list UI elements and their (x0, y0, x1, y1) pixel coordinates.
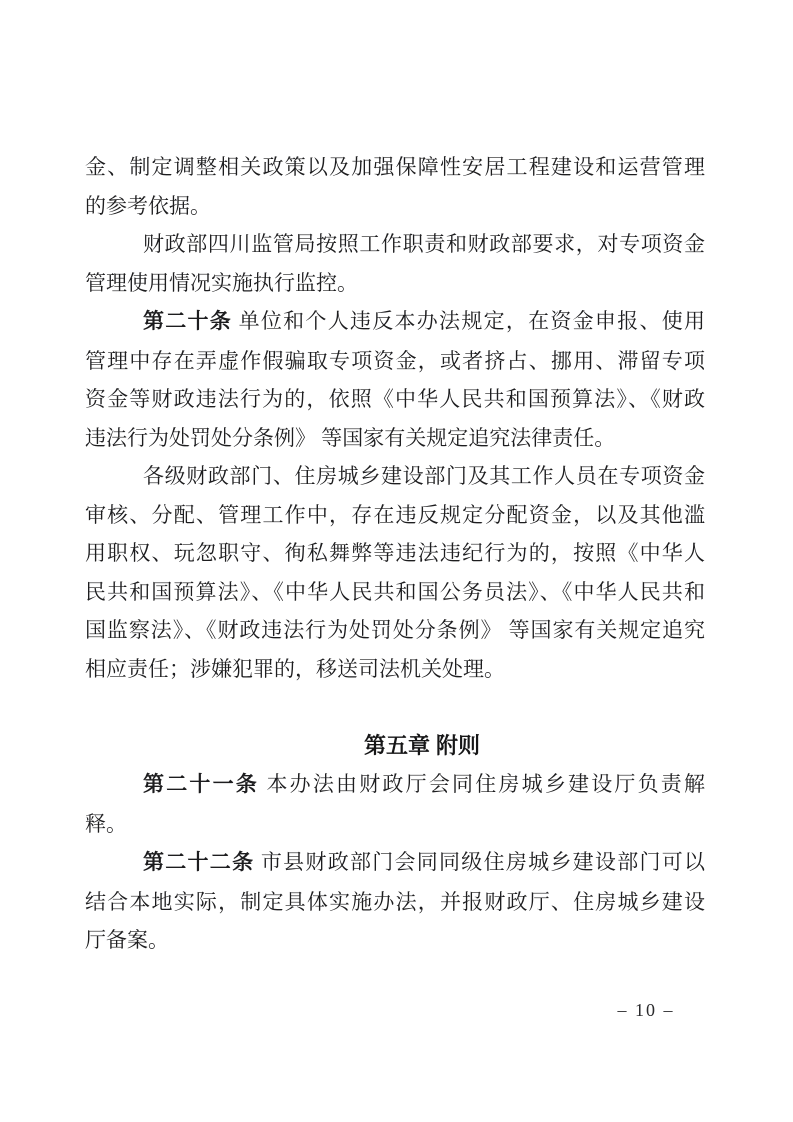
line-text: 管理中存在弄虚作假骗取专项资金，或者挤占、挪用、滞留专项 (85, 348, 705, 373)
line-text: 各级财政部门、住房城乡建设部门及其工作人员在专项资金 (143, 464, 705, 488)
line-text: 国监察法》、《财政违法行为处罚处分条例》 等国家有关规定追究 (85, 618, 705, 642)
line-text: 的参考依据。 (85, 193, 211, 218)
text-line (85, 496, 705, 535)
line-text: 管理使用情况实施执行监控。 (85, 270, 358, 295)
line-text: 市县财政部门会同同级住房城乡建设部门可以 (254, 850, 706, 874)
text-line (85, 302, 705, 342)
document-body (85, 148, 705, 960)
text-line (85, 765, 705, 805)
line-text: 财政部四川监管局按照工作职责和财政部要求，对专项资金 (143, 232, 705, 256)
text-line (85, 883, 705, 922)
line-text: 审核、分配、管理工作中，存在违反规定分配资金，以及其他滥 (85, 502, 705, 527)
line-text: 本办法由财政厅会同住房城乡建设厅负责解 (259, 772, 706, 796)
line-text: 相应责任；涉嫌犯罪的，移送司法机关处理。 (85, 656, 505, 681)
line-text: 释。 (85, 811, 127, 836)
line-text: 民共和国预算法》、《中华人民共和国公务员法》、《中华人民共和 (85, 579, 705, 604)
text-line (85, 380, 705, 419)
line-text: 结合本地实际，制定具体实施办法，并报财政厅、住房城乡建设 (85, 889, 705, 914)
page-number: – 10 – (617, 1000, 675, 1020)
article-number-label: 第二十一条 (143, 773, 259, 796)
text-line (85, 342, 705, 381)
text-line (85, 843, 705, 883)
article-number-label: 第二十条 (143, 310, 233, 333)
line-text: 违法行为处罚处分条例》 等国家有关规定追究法律责任。 (85, 425, 616, 450)
text-line (85, 457, 705, 496)
line-text: 厅备案。 (85, 928, 169, 952)
text-line (85, 611, 705, 650)
text-line (85, 148, 705, 187)
text-line (85, 419, 705, 458)
text-line (85, 187, 705, 226)
text-line (85, 534, 705, 573)
text-line (85, 225, 705, 264)
text-line (85, 264, 705, 303)
line-text: 单位和个人违反本办法规定，在资金申报、使用 (232, 309, 706, 333)
chapter-heading: 第五章 附则 (363, 732, 481, 758)
line-text: 用职权、玩忽职守、徇私舞弊等违法违纪行为的，按照《中华人 (85, 541, 705, 565)
text-line (85, 650, 705, 689)
text-line (85, 805, 705, 844)
text-line (85, 921, 705, 960)
line-text: 金、制定调整相关政策以及加强保障性安居工程建设和运营管理 (85, 155, 705, 179)
line-text: 资金等财政违法行为的，依照《中华人民共和国预算法》、《财政 (85, 387, 705, 411)
article-number-label: 第二十二条 (143, 851, 255, 874)
text-line (85, 573, 705, 612)
